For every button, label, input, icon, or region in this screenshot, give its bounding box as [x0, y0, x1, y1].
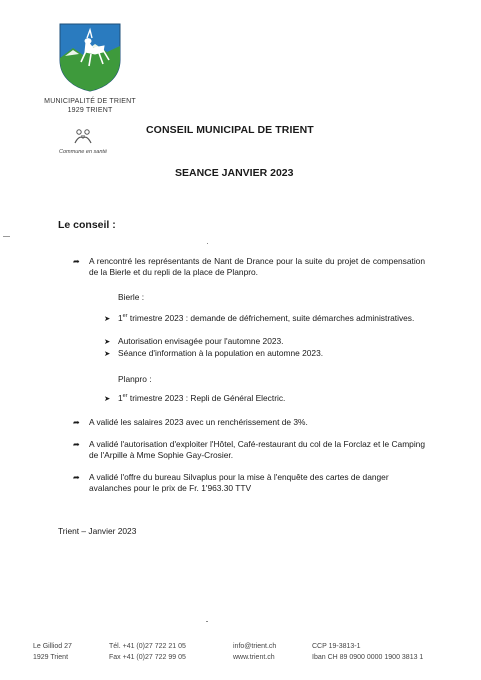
sub-list-item-text: 1er trimestre 2023 : demande de défrichement, suite démarches administratives. [118, 313, 415, 323]
chevron-right-icon: ➤ [104, 314, 111, 323]
list-item-text: A validé les salaires 2023 avec un renchérissement de 3%. [89, 417, 308, 427]
footer-bank [312, 641, 423, 663]
arrow-bullet-icon: ➦ [73, 440, 80, 449]
footer-ccp: CCP 19-3813-1 [312, 643, 361, 650]
municipality-name [30, 97, 150, 115]
arrow-bullet-icon: ➦ [73, 257, 80, 266]
list-item-text: A rencontré les représentants de Nant de Drance pour la suite du projet de compensation de la Bierle et du repli de la place de Planpro. [89, 256, 425, 277]
list-item [73, 256, 425, 280]
arrow-bullet-icon: ➦ [73, 473, 80, 482]
footer-contact [233, 641, 276, 663]
municipal-crest-logo [57, 22, 123, 92]
section-heading: Le conseil : [58, 219, 116, 231]
footer-website-link[interactable]: www.trient.ch [233, 654, 275, 661]
municipality-line-2: 1929 TRIENT [67, 107, 113, 114]
arrow-bullet-icon: ➦ [73, 418, 80, 427]
scan-speck [207, 243, 208, 244]
scan-speck [206, 621, 208, 622]
footer-tel: Tél. +41 (0)27 722 21 05 [109, 643, 186, 650]
list-item-text: A validé l'autorisation d'exploiter l'Hôtel, Café-restaurant du col de la Forclaz et le Camping de l'Arpille à Mme Sophie Gay-Crosier. [89, 439, 425, 460]
footer-address [33, 641, 72, 663]
footer-phone [109, 641, 186, 663]
footer-iban: Iban CH 89 0900 0000 1900 3813 1 [312, 654, 424, 661]
list-item-text: A validé l'offre du bureau Silvaplus pour la mise à l'enquête des cartes de danger avalanches pour le prix de Fr. 1'963.30 TTV [89, 472, 389, 493]
commune-en-sante-icon [72, 127, 94, 145]
planpro-label: Planpro : [118, 374, 152, 384]
footer-address-line: 1929 Trient [33, 654, 69, 661]
chevron-right-icon: ➤ [104, 337, 111, 346]
commune-en-sante-label: Commune en santé [59, 149, 107, 155]
document-title: CONSEIL MUNICIPAL DE TRIENT [146, 124, 314, 136]
sub-list-item-text: Séance d'information à la population en automne 2023. [118, 348, 324, 358]
municipality-line-1: MUNICIPALITÉ DE TRIENT [44, 98, 136, 105]
footer-fax: Fax +41 (0)27 722 99 05 [109, 654, 186, 661]
footer-address-line: Le Gilliod 27 [33, 643, 72, 650]
sub-list-item [104, 313, 424, 335]
chevron-right-icon: ➤ [104, 349, 111, 358]
margin-mark [3, 236, 10, 237]
signoff: Trient – Janvier 2023 [58, 526, 137, 536]
sub-list-item-text: Autorisation envisagée pour l'automne 2023. [118, 336, 284, 346]
chevron-right-icon: ➤ [104, 394, 111, 403]
document-subtitle: SEANCE JANVIER 2023 [175, 167, 294, 179]
sub-list-item-text: 1er trimestre 2023 : Repli de Général Electric. [118, 393, 286, 403]
footer-email-link[interactable]: info@trient.ch [233, 643, 277, 650]
bierle-label: Bierle : [118, 292, 145, 302]
